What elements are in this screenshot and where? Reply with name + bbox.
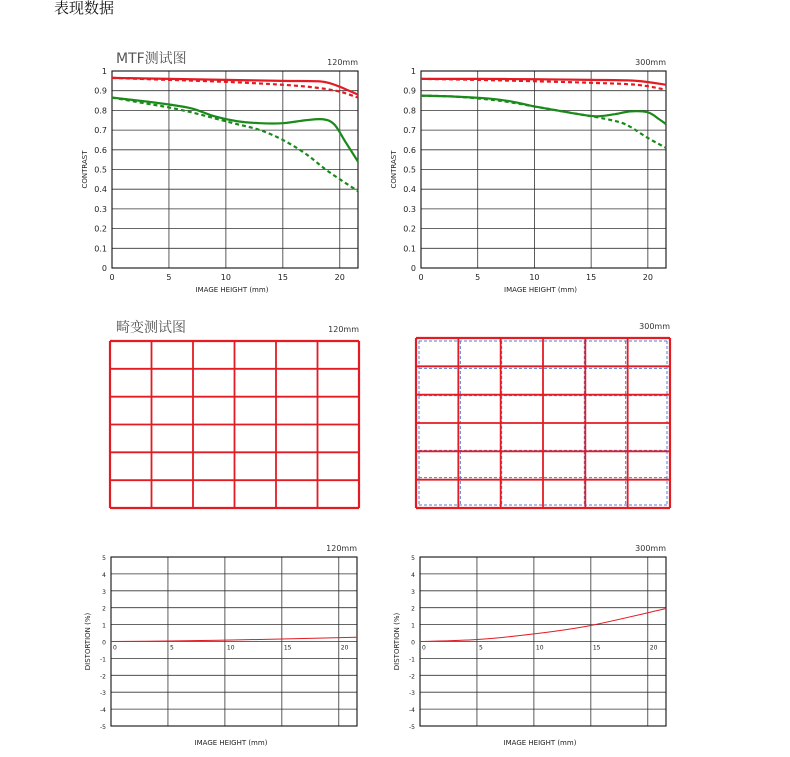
dist-120-ytick-label: -4 bbox=[100, 707, 106, 715]
mtf-120-ytick-label: 0.7 bbox=[94, 126, 107, 136]
dist-grid-300-pattern bbox=[416, 322, 670, 508]
mtf-120-ytick-label: 0.6 bbox=[94, 145, 107, 155]
dist-300-xtick-label: 0 bbox=[422, 644, 426, 652]
mtf-300-ytick-label: 0.2 bbox=[403, 224, 416, 234]
dist-300-xtick-label: 15 bbox=[592, 644, 601, 652]
mtf-300-series-4 bbox=[421, 96, 666, 148]
mtf-120-series-4 bbox=[112, 98, 358, 192]
dist-300-ytick-label: 3 bbox=[411, 588, 415, 596]
dist-grid-300-focal-label: 300mm bbox=[639, 322, 670, 331]
dist-300-chart bbox=[393, 544, 666, 747]
dist-120-xtick-label: 5 bbox=[169, 644, 174, 652]
mtf-300-chart bbox=[390, 58, 666, 294]
mtf-300-ytick-label: 0 bbox=[410, 264, 416, 273]
mtf-300-ytick-label: 0.7 bbox=[403, 126, 416, 136]
dist-120-ylabel: DISTORTION (%) bbox=[84, 612, 92, 671]
dist-300-ytick-label: -4 bbox=[409, 707, 415, 715]
mtf-120-ytick-label: 0.8 bbox=[94, 106, 107, 116]
mtf-300-ytick-label: 0.9 bbox=[403, 86, 416, 96]
dist-300-ylabel: DISTORTION (%) bbox=[393, 612, 401, 671]
mtf-120-focal-label: 120mm bbox=[327, 58, 358, 67]
mtf-120-xtick-label: 15 bbox=[277, 273, 288, 282]
mtf-120-chart bbox=[81, 58, 358, 294]
dist-120-xtick-label: 20 bbox=[340, 644, 349, 652]
dist-120-series-1 bbox=[111, 637, 357, 641]
mtf-120-ytick-label: 0.1 bbox=[94, 244, 107, 254]
dist-120-ytick-label: 4 bbox=[102, 571, 106, 579]
mtf-120-xtick-label: 20 bbox=[334, 273, 345, 282]
mtf-300-ytick-label: 0.3 bbox=[403, 204, 416, 214]
dist-300-ytick-label: 1 bbox=[411, 622, 415, 630]
mtf-300-ytick-label: 0.4 bbox=[403, 185, 416, 195]
mtf-300-ytick-label: 0.8 bbox=[403, 106, 416, 116]
mtf-120-ytick-label: 0.5 bbox=[94, 165, 107, 175]
mtf-300-xtick-label: 15 bbox=[586, 273, 597, 282]
mtf-120-xtick-label: 10 bbox=[220, 273, 231, 282]
mtf-120-ytick-label: 1 bbox=[101, 67, 107, 76]
mtf-300-ytick-label: 0.5 bbox=[403, 165, 416, 175]
dist-120-ytick-label: 2 bbox=[102, 605, 106, 613]
dist-120-ytick-label: -5 bbox=[100, 724, 106, 731]
dist-300-ytick-label: -1 bbox=[409, 656, 415, 664]
dist-300-xlabel: IMAGE HEIGHT (mm) bbox=[503, 739, 577, 747]
mtf-section-title: MTF测试图 bbox=[116, 51, 187, 67]
dist-300-xtick-label: 5 bbox=[478, 644, 483, 652]
dist-120-ytick-label: 3 bbox=[102, 588, 106, 596]
dist-120-xlabel: IMAGE HEIGHT (mm) bbox=[194, 739, 268, 747]
dist-120-xtick-label: 10 bbox=[226, 644, 235, 652]
mtf-300-ytick-label: 0.6 bbox=[403, 145, 416, 155]
dist-grid-120-focal-label: 120mm bbox=[328, 325, 359, 334]
dist-300-ytick-label: 5 bbox=[411, 555, 415, 562]
mtf-120-ytick-label: 0.4 bbox=[94, 185, 107, 195]
dist-300-ytick-label: -2 bbox=[409, 673, 415, 681]
mtf-300-xtick-label: 5 bbox=[475, 273, 481, 282]
mtf-120-xtick-label: 5 bbox=[166, 273, 172, 282]
charts-layer bbox=[81, 58, 670, 747]
mtf-300-ytick-label: 1 bbox=[410, 67, 416, 76]
dist-120-ytick-label: 5 bbox=[102, 555, 106, 562]
dist-300-xtick-label: 10 bbox=[535, 644, 544, 652]
page-title: 表现数据 bbox=[54, 0, 115, 17]
dist-grid-120-pattern bbox=[110, 325, 359, 508]
mtf-120-ytick-label: 0.3 bbox=[94, 204, 107, 214]
dist-300-series-1 bbox=[420, 609, 666, 642]
mtf-120-xtick-label: 0 bbox=[109, 273, 115, 282]
dist-300-ytick-label: 4 bbox=[411, 571, 415, 579]
mtf-120-xlabel: IMAGE HEIGHT (mm) bbox=[195, 286, 269, 294]
dist-120-ytick-label: 1 bbox=[102, 622, 106, 630]
dist-300-ytick-label: -3 bbox=[409, 690, 415, 698]
dist-120-ytick-label: -2 bbox=[100, 673, 106, 681]
dist-120-xtick-label: 0 bbox=[113, 644, 117, 652]
dist-300-xtick-label: 20 bbox=[649, 644, 658, 652]
mtf-300-xtick-label: 20 bbox=[642, 273, 653, 282]
dist-300-ytick-label: 2 bbox=[411, 605, 415, 613]
mtf-300-series-3 bbox=[421, 96, 666, 125]
mtf-120-ylabel: CONTRAST bbox=[81, 150, 89, 189]
dist-120-ytick-label: -1 bbox=[100, 656, 106, 664]
mtf-300-focal-label: 300mm bbox=[635, 58, 666, 67]
mtf-300-xlabel: IMAGE HEIGHT (mm) bbox=[504, 286, 577, 294]
mtf-300-ylabel: CONTRAST bbox=[390, 150, 398, 189]
dist-120-xtick-label: 15 bbox=[283, 644, 292, 652]
mtf-300-xtick-label: 10 bbox=[529, 273, 540, 282]
dist-120-focal-label: 120mm bbox=[326, 544, 357, 553]
mtf-300-xtick-label: 0 bbox=[418, 273, 424, 282]
mtf-120-ytick-label: 0.2 bbox=[94, 224, 107, 234]
mtf-120-ytick-label: 0 bbox=[101, 264, 107, 273]
dist-120-ytick-label: -3 bbox=[100, 690, 106, 698]
dist-300-ytick-label: 0 bbox=[411, 639, 415, 647]
dist-300-focal-label: 300mm bbox=[635, 544, 666, 553]
dist-300-ytick-label: -5 bbox=[409, 724, 415, 731]
distortion-section-title: 畸变测试图 bbox=[116, 320, 186, 336]
dist-120-chart bbox=[84, 544, 357, 747]
mtf-120-series-1 bbox=[112, 78, 358, 95]
mtf-300-ytick-label: 0.1 bbox=[403, 244, 416, 254]
mtf-120-ytick-label: 0.9 bbox=[94, 86, 107, 96]
mtf-120-series-3 bbox=[112, 98, 358, 162]
dist-120-ytick-label: 0 bbox=[102, 639, 106, 647]
